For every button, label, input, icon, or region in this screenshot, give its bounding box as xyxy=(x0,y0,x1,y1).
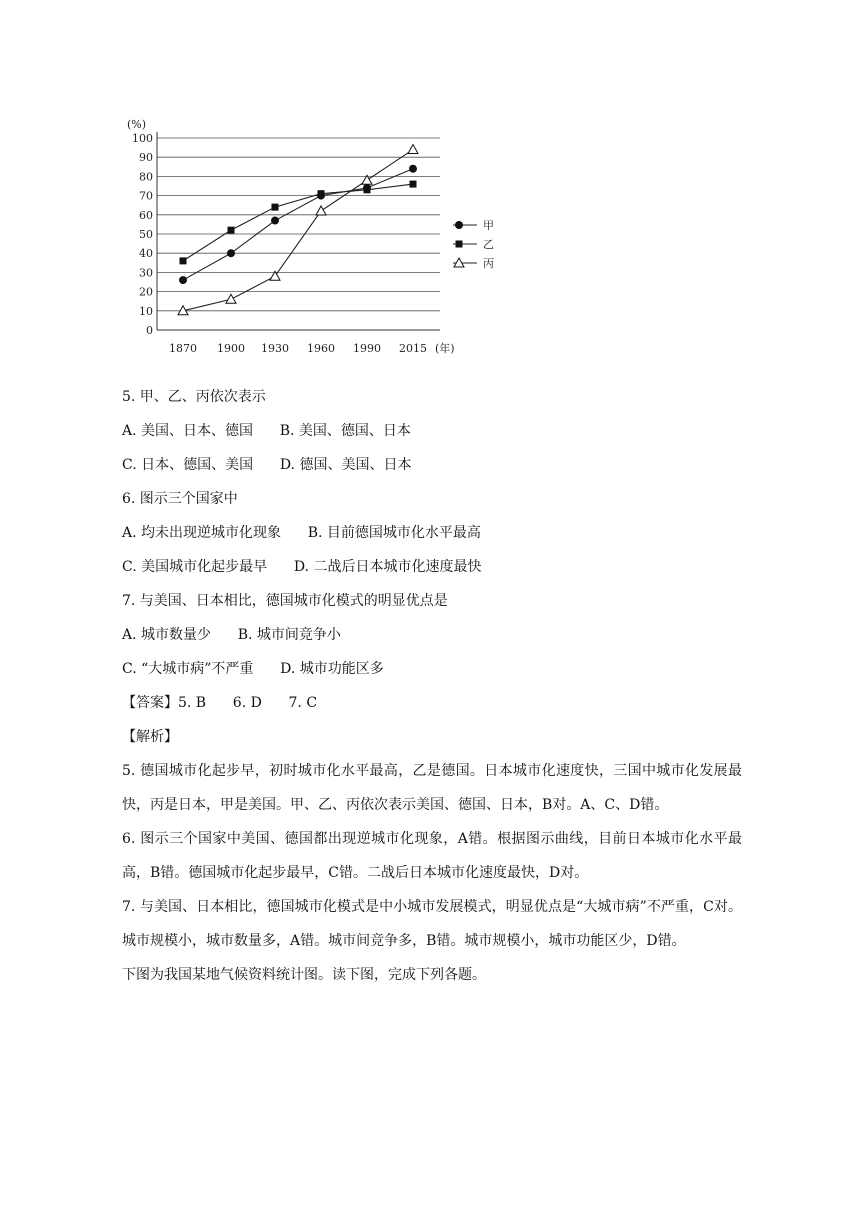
next-intro: 下图为我国某地气候资料统计图。读下图，完成下列各题。 xyxy=(122,967,486,983)
y-tick-labels xyxy=(132,132,153,337)
series-1-point-1930 xyxy=(271,217,279,225)
chart-series xyxy=(178,145,418,315)
x-tick-1900: 1900 xyxy=(217,342,245,355)
y-tick-90: 90 xyxy=(139,151,153,165)
q5-stem: 5. 甲、乙、丙依次表示 xyxy=(122,389,266,405)
legend-marker-2 xyxy=(456,241,463,248)
analysis-title: 【解析】 xyxy=(122,729,178,745)
series-1-point-1870 xyxy=(179,276,187,284)
series-2-point-1900 xyxy=(228,227,235,234)
series-2-point-1930 xyxy=(272,204,279,211)
q5-options-row2: C. 日本、德国、美国 D. 德国、美国、日本 xyxy=(122,457,412,473)
series-1-point-2015 xyxy=(409,165,417,173)
series-3 xyxy=(178,145,418,315)
legend-item-2 xyxy=(453,238,494,251)
series-2-point-1990 xyxy=(364,186,371,193)
series-3-line xyxy=(183,150,413,311)
analysis-5: 5. 德国城市化起步早，初时城市化水平最高，乙是德国。日本城市化速度快，三国中城市化发展最快，丙是日本，甲是美国。甲、乙、丙依次表示美国、德国、日本，B对。A、C、D错。 xyxy=(122,763,742,813)
x-tick-1960: 1960 xyxy=(307,342,335,355)
chart-legend xyxy=(453,219,494,270)
y-tick-0: 0 xyxy=(146,324,153,337)
q6-options-row2: C. 美国城市化起步最早 D. 二战后日本城市化速度最快 xyxy=(122,559,482,575)
y-tick-70: 70 xyxy=(139,189,153,203)
analysis-6: 6. 图示三个国家中美国、德国都出现逆城市化现象，A错。根据图示曲线，目前日本城市化水平最高，B错。德国城市化起步最早，C错。二战后日本城市化速度最快，D对。 xyxy=(122,831,742,881)
y-axis-label: (%) xyxy=(127,118,147,131)
y-tick-10: 10 xyxy=(139,304,153,318)
series-1 xyxy=(179,165,417,284)
legend-label-1: 甲 xyxy=(483,219,494,232)
x-tick-labels xyxy=(169,341,455,355)
chart-axes xyxy=(127,118,440,330)
legend-label-2: 乙 xyxy=(483,238,494,251)
series-2 xyxy=(180,181,417,265)
y-tick-80: 80 xyxy=(139,170,153,184)
q7-options-row1: A. 城市数量少 B. 城市间竞争小 xyxy=(122,627,341,643)
series-3-point-1900 xyxy=(226,294,236,303)
series-1-point-1900 xyxy=(227,249,235,257)
legend-item-3 xyxy=(453,257,494,270)
legend-label-3: 丙 xyxy=(483,257,494,270)
q6-options-row1: A. 均未出现逆城市化现象 B. 目前德国城市化水平最高 xyxy=(122,525,481,541)
q5-options-row1: A. 美国、日本、德国 B. 美国、德国、日本 xyxy=(122,423,411,439)
q6-stem: 6. 图示三个国家中 xyxy=(122,491,238,507)
y-tick-50: 50 xyxy=(139,228,153,241)
urbanization-line-chart xyxy=(115,110,535,370)
series-2-point-1870 xyxy=(180,257,187,264)
series-2-point-2015 xyxy=(410,181,417,188)
series-2-point-1960 xyxy=(318,190,325,197)
q7-options-row2: C. “大城市病”不严重 D. 城市功能区多 xyxy=(122,661,384,677)
chart-grid xyxy=(157,138,440,311)
y-tick-20: 20 xyxy=(139,285,153,299)
legend-marker-1 xyxy=(455,221,463,229)
q7-stem: 7. 与美国、日本相比，德国城市化模式的明显优点是 xyxy=(122,593,448,609)
x-tick-1930: 1930 xyxy=(261,342,289,355)
question-content xyxy=(122,380,742,992)
x-tick-2015: 2015 xyxy=(399,342,427,355)
analysis-7: 7. 与美国、日本相比，德国城市化模式是中小城市发展模式，明显优点是“大城市病”不严重，C对。城市规模小，城市数量多，A错。城市间竞争多，B错。城市规模小，城市功能区少，D错。 xyxy=(122,899,742,949)
series-1-line xyxy=(183,169,413,280)
x-axis-unit: (年) xyxy=(435,342,455,355)
y-tick-100: 100 xyxy=(132,132,153,145)
legend-item-1 xyxy=(453,219,494,232)
answer-line: 【答案】5. B 6. D 7. C xyxy=(122,695,318,711)
x-tick-1990: 1990 xyxy=(353,342,381,355)
y-tick-60: 60 xyxy=(139,208,153,222)
x-tick-1870: 1870 xyxy=(169,342,197,355)
y-tick-30: 30 xyxy=(139,266,153,280)
series-3-point-2015 xyxy=(408,145,418,154)
y-tick-40: 40 xyxy=(139,247,153,261)
series-3-point-1960 xyxy=(316,206,326,215)
